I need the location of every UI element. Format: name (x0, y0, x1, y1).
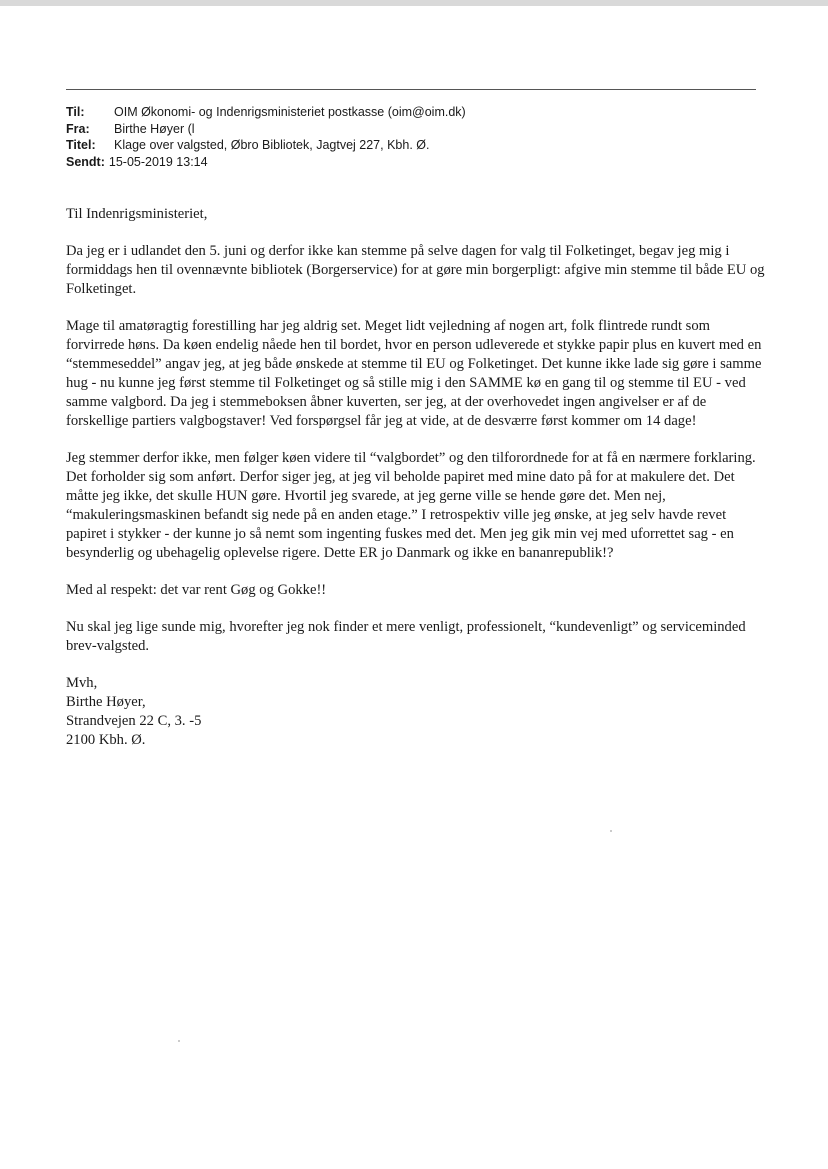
scan-top-edge (0, 0, 828, 6)
sent-row (66, 154, 756, 171)
paragraph: Da jeg er i udlandet den 5. juni og derfor ikke kan stemme på selve dagen for valg til Folketinget, begav jeg mig i formiddags hen til ovennævnte bibliotek (Borgerservice) for at gøre min borgerpligt: afgive min stemme til både EU og Folketinget. (66, 243, 765, 297)
signer-name: Birthe Høyer, (66, 694, 146, 710)
to-value: OIM Økonomi- og Indenrigsministeriet postkasse (oim@oim.dk) (114, 105, 466, 119)
from-label: Fra: (66, 121, 90, 136)
address-line: Strandvejen 22 C, 3. -5 (66, 713, 202, 729)
from-value: Birthe Høyer (l (114, 121, 195, 136)
greeting: Til Indenrigsministeriet, (66, 206, 208, 222)
header-divider (66, 89, 756, 90)
scan-speck (610, 830, 612, 832)
paragraph: Nu skal jeg lige sunde mig, hvorefter jeg nok finder et mere venligt, professionelt, “kundevenligt” og serviceminded brev-valgsted. (66, 619, 746, 654)
address-line: 2100 Kbh. Ø. (66, 732, 146, 748)
from-row (66, 121, 756, 138)
email-body (66, 205, 766, 750)
to-label: Til: (66, 105, 85, 119)
to-row (66, 104, 756, 121)
closing: Mvh, (66, 675, 98, 691)
scan-speck (178, 1040, 180, 1042)
sent-value: 15-05-2019 13:14 (108, 154, 208, 169)
subject-value: Klage over valgsted, Øbro Bibliotek, Jagtvej 227, Kbh. Ø. (114, 138, 430, 152)
paragraph: Jeg stemmer derfor ikke, men følger køen videre til “valgbordet” og den tilforordnede for at få en nærmere forklaring. Det forholder sig som anført. Derfor siger jeg, at jeg vil beholde papiret med mine dato på for at makulere det. Det måtte jeg ikke, det skulle HUN gøre. Hvortil jeg svarede, at jeg gerne ville se hende gøre det. Men nej, “makuleringsmaskinen befandt sig nede på en anden etage.” I retrospektiv ville jeg ønske, at jeg selv havde revet papiret i stykker - der kunne jo så nemt som ingenting fuskes med det. Men jeg gik min vej med uforrettet sag - en besynderlig og ubehagelig oplevelse rigere. Dette ER jo Danmark og ikke en bananrepublik!? (66, 450, 756, 561)
signature (66, 674, 766, 750)
email-header (66, 104, 756, 170)
paragraph: Mage til amatøragtig forestilling har jeg aldrig set. Meget lidt vejledning af nogen art, folk flintrede rundt som forvirrede høns. Da køen endelig nåede hen til bordet, hvor en person udleverede et stykke papir plus en kuvert med en “stemmeseddel” angav jeg, at jeg både ønskede at stemme til EU og Folketinget. Det kunne ikke lade sig gøre i samme hug - nu kunne jeg først stemme til Folketinget og så stille mig i den SAMME kø en gang til og stemme til EU - ved samme valgbord. Da jeg i stemmeboksen åbner kuverten, ser jeg, at der overhovedet ingen angivelser er af de forskellige partiers valgbogstaver! Ved forspørgsel får jeg at vide, at de desværre først kommer om 14 dage! (66, 318, 762, 429)
sent-label: Sendt: (66, 154, 105, 169)
subject-row (66, 137, 756, 154)
subject-label: Titel: (66, 138, 96, 152)
paragraph: Med al respekt: det var rent Gøg og Gokke!! (66, 582, 327, 598)
